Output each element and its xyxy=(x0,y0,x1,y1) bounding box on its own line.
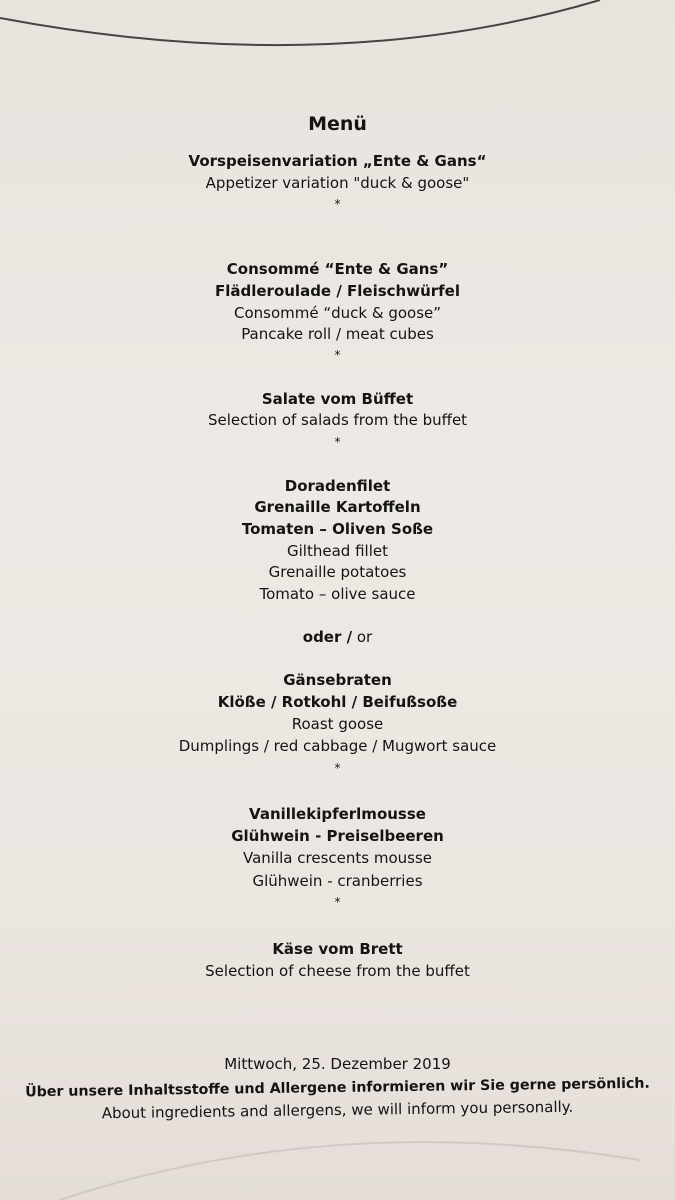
menu-date: Mittwoch, 25. Dezember 2019 xyxy=(224,1055,451,1073)
course6-de2: Glühwein - Preiselbeeren xyxy=(231,827,444,845)
course1-de: Vorspeisenvariation „Ente & Gans“ xyxy=(188,152,487,170)
bottom-curve xyxy=(60,1142,640,1200)
course6-de1: Vanillekipferlmousse xyxy=(249,805,426,823)
course3-de: Salate vom Büffet xyxy=(261,390,414,408)
separator: * xyxy=(334,197,341,211)
course3-en: Selection of salads from the buffet xyxy=(207,411,468,429)
course7-en: Selection of cheese from the buffet xyxy=(205,962,470,980)
course4-de1: Doradenfilet xyxy=(284,477,391,495)
course4-en1: Gilthead fillet xyxy=(287,542,388,560)
course2-de1: Consommé “Ente & Gans” xyxy=(226,260,449,278)
course4-en2: Grenaille potatoes xyxy=(268,563,407,581)
menu-title: Menü xyxy=(308,113,367,135)
separator: * xyxy=(334,895,341,909)
course5-de2: Klöße / Rotkohl / Beifußsoße xyxy=(217,693,458,711)
course2-de2: Flädleroulade / Fleischwürfel xyxy=(214,282,461,300)
course2-en1: Consommé “duck & goose” xyxy=(233,304,442,322)
course7-de: Käse vom Brett xyxy=(272,940,403,958)
separator: * xyxy=(334,435,341,449)
allergen-notice-en: About ingredients and allergens, we will inform you personally. xyxy=(101,1097,574,1123)
course6-en2: Glühwein - cranberries xyxy=(252,872,423,890)
course4-en3: Tomato – olive sauce xyxy=(259,585,416,603)
course6-en1: Vanilla crescents mousse xyxy=(243,849,432,867)
allergen-notice-de: Über unsere Inhaltsstoffe und Allergene informieren wir Sie gerne persönlich. xyxy=(25,1075,650,1101)
course2-en2: Pancake roll / meat cubes xyxy=(241,325,434,343)
course4-de2: Grenaille Kartoffeln xyxy=(254,498,421,516)
separator: * xyxy=(334,348,341,362)
or-divider xyxy=(0,627,675,647)
course5-en1: Roast goose xyxy=(291,715,384,733)
course4-de3: Tomaten – Oliven Soße xyxy=(241,520,434,538)
separator: * xyxy=(334,761,341,775)
course5-de1: Gänsebraten xyxy=(283,671,392,689)
or-en: or xyxy=(352,628,373,646)
or-de: oder / xyxy=(302,628,353,646)
course5-en2: Dumplings / red cabbage / Mugwort sauce xyxy=(178,737,497,755)
top-curve xyxy=(0,0,600,45)
course1-en: Appetizer variation "duck & goose" xyxy=(205,174,470,192)
